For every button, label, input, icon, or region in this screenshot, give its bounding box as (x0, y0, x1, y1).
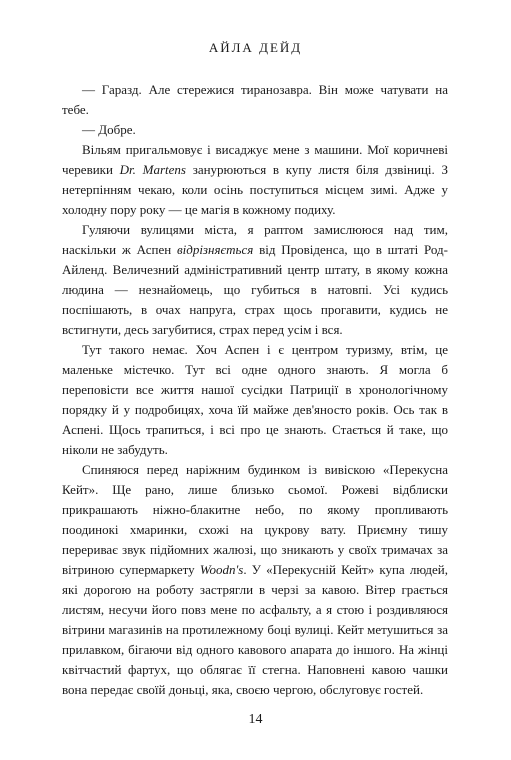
text-run: Спиняюся перед наріжним будинком із вивіскою «Перекусна Кейт». Ще рано, лише близько сьомої. Рожеві відблиски прикрашають ніжно-блакитне небо, по якому пропливають поодинокі хмаринки, схожі на цукрову вату. Приємну тишу перериває звук підйомних жалюзі, що зникають у своїх тримачах за вітриною супермаркету (62, 462, 448, 577)
italic-emphasis: відрізняється (176, 242, 254, 257)
text-run: — Гаразд. Але стережися тиранозавра. Він може чатувати на тебе. (62, 82, 448, 117)
text-run: від Провіденса, що в штаті Род-Айленд. Величезний адміністративний центр штату, в якому кожна людина — незнайомець, що губиться в натовпі. Усі кудись поспішають, в очах напруга, страх щось прогавити, кудись не встигнути, десь загубитися, страх перед усім і вся. (62, 242, 448, 337)
paragraph (62, 460, 448, 700)
paragraph (62, 80, 448, 120)
paragraph (62, 140, 448, 220)
running-head: АЙЛА ДЕЙД (208, 40, 303, 55)
paragraph (62, 120, 448, 140)
text-run: Тут такого немає. Хоч Аспен і є центром туризму, втім, це маленьке містечко. Тут всі одне одного знають. Я могла б переповісти все життя нашої сусідки Патриції в хронологічному порядку й у подробицях, хоча їй майже дев'яносто років. Ось так в Аспені. Щось трапиться, і всі про це знають. Стається й таке, що ніколи не забудуть. (62, 342, 448, 457)
paragraph (62, 220, 448, 340)
italic-brand-name: Dr. Martens (119, 162, 186, 177)
text-run: Гуляючи вулицями міста, я раптом замислююся над тим, наскільки ж Аспен (62, 222, 448, 257)
paragraph (62, 340, 448, 460)
text-run: занурюються в купу листя біля дзвіниці. З нетерпінням чекаю, коли осінь поступиться місцем зимі. Адже у холодну пору року — це магія в кожному подиху. (62, 162, 448, 217)
text-run: Вільям пригальмовує і висаджує мене з машини. Мої коричневі черевики (62, 142, 448, 177)
page-number: 14 (248, 712, 263, 727)
text-run: — Добре. (82, 122, 136, 137)
text-run: . У «Перекусній Кейт» купа людей, які дорогою на роботу застрягли в черзі за кавою. Вітер грається листям, несучи його повз мене по асфальту, а я стою і роздивляюся вітрини магазинів на протилежному боці вулиці. Кейт метушиться за прилавком, бігаючи від одного кавового апарата до іншого. На жінці квітчастий фартух, що облягає її стегна. Наповнені кавою чашки вона передає своїй доньці, яка, своєю чергою, обслуговує гостей. (62, 562, 448, 697)
body-text (62, 80, 448, 700)
italic-store-name: Woodn's (199, 562, 244, 577)
